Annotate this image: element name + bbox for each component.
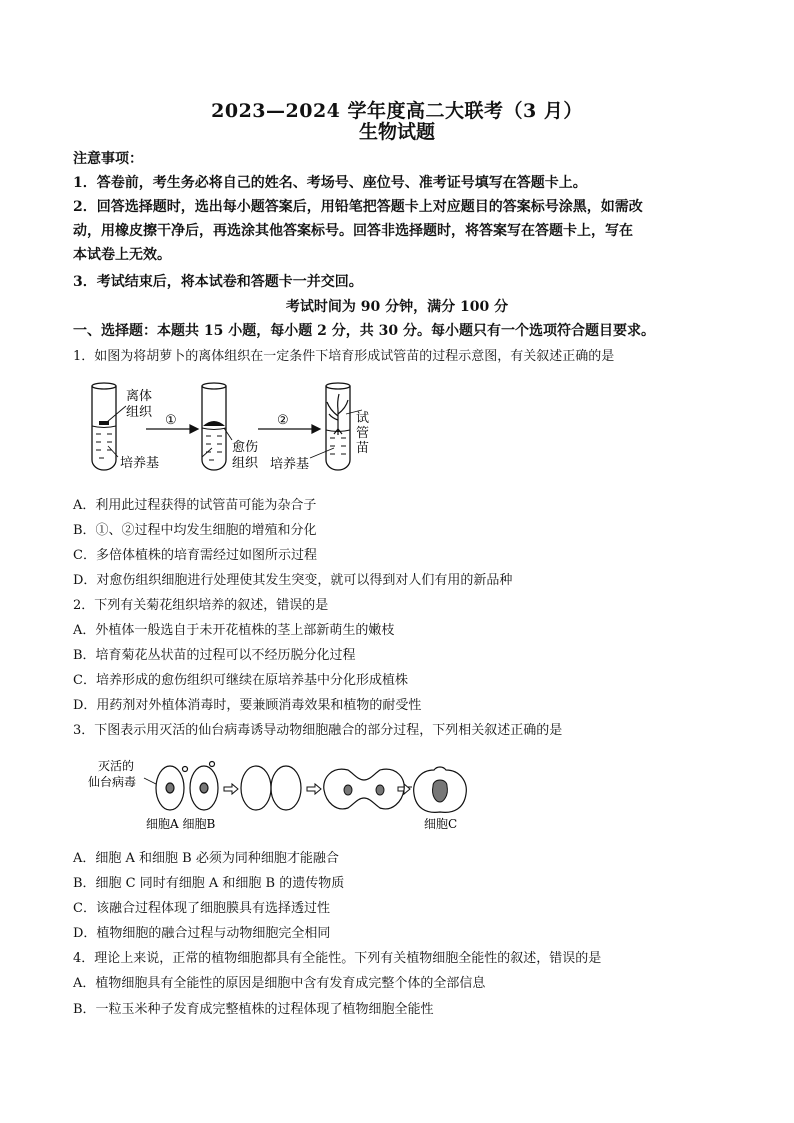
exam-info: 考试时间为 90 分钟，满分 100 分 [285, 299, 509, 315]
label-cells-a-b: 细胞A 细胞B [146, 817, 216, 831]
question-3-stem: 3．下图表示用灭活的仙台病毒诱导动物细胞融合的部分过程，下列相关叙述正确的是 [73, 723, 563, 738]
notice-item-3: 3．考试结束后，将本试卷和答题卡一并交回。 [73, 274, 363, 290]
label-step-2: ② [277, 413, 289, 428]
question-1-stem: 1．如图为将胡萝卜的离体组织在一定条件下培育形成试管苗的过程示意图，有关叙述正确的是 [73, 349, 615, 364]
label-step-1: ① [165, 413, 177, 428]
label-explant-line-1: 离体 [126, 389, 153, 404]
label-plantlet-2: 管 [356, 426, 370, 441]
notice-item-2-line-3: 本试卷上无效。 [73, 247, 171, 263]
notice-item-1: 1．答卷前，考生务必将自己的姓名、考场号、座位号、准考证号填写在答题卡上。 [73, 175, 587, 191]
q4-option-a: A．植物细胞具有全能性的原因是细胞中含有发育成完整个体的全部信息 [73, 976, 486, 991]
subject-title: 生物试题 [358, 121, 435, 143]
q3-option-b: B．细胞 C 同时有细胞 A 和细胞 B 的遗传物质 [73, 876, 345, 891]
q1-option-c: C．多倍体植株的培育需经过如图所示过程 [73, 548, 317, 563]
section-1-heading: 一、选择题：本题共 15 小题，每小题 2 分，共 30 分。每小题只有一个选项符合题目要求。 [73, 323, 655, 339]
question-2-stem: 2．下列有关菊花组织培养的叙述，错误的是 [73, 598, 329, 613]
notice-heading: 注意事项： [73, 151, 143, 167]
label-cell-c: 细胞C [424, 817, 458, 831]
notice-item-2-line-1: 2．回答选择题时，选出每小题答案后，用铅笔把答题卡上对应题目的答案标号涂黑，如需改 [73, 199, 643, 215]
question-4-stem: 4．理论上来说，正常的植物细胞都具有全能性。下列有关植物细胞全能性的叙述，错误的是 [73, 951, 602, 966]
label-medium-1: 培养基 [120, 456, 160, 471]
q4-option-b: B．一粒玉米种子发育成完整植株的过程体现了植物细胞全能性 [73, 1002, 434, 1017]
q2-option-c: C．培养形成的愈伤组织可继续在原培养基中分化形成植株 [73, 673, 408, 688]
label-medium-2: 培养基 [270, 457, 310, 472]
label-explant-line-2: 组织 [126, 405, 153, 420]
notice-item-2-line-2: 动，用橡皮擦干净后，再选涂其他答案标号。回答非选择题时，将答案写在答题卡上，写在 [73, 223, 633, 239]
q3-option-c: C．该融合过程体现了细胞膜具有选择透过性 [73, 901, 330, 916]
label-plantlet-1: 试 [356, 411, 370, 426]
label-callus-line-1: 愈伤 [232, 440, 259, 455]
q1-option-a: A．利用此过程获得的试管苗可能为杂合子 [73, 498, 317, 513]
q3-cell-fusion-figure [86, 756, 476, 836]
q1-tissue-culture-figure [80, 380, 370, 475]
exam-title: 2023—2024 学年度高二大联考（3 月） [211, 100, 583, 122]
label-callus-line-2: 组织 [232, 456, 259, 471]
label-virus-line-1: 灭活的 [98, 759, 135, 773]
q1-option-b: B．①、②过程中均发生细胞的增殖和分化 [73, 523, 317, 538]
q2-option-a: A．外植体一般选自于未开花植株的茎上部新萌生的嫩枝 [73, 623, 395, 638]
q2-option-d: D．用药剂对外植体消毒时，要兼顾消毒效果和植物的耐受性 [73, 698, 422, 713]
label-virus-line-2: 仙台病毒 [88, 775, 137, 789]
q2-option-b: B．培育菊花丛状苗的过程可以不经历脱分化过程 [73, 648, 356, 663]
label-plantlet-3: 苗 [356, 441, 370, 456]
q3-option-a: A．细胞 A 和细胞 B 必须为同种细胞才能融合 [73, 851, 339, 866]
q1-option-d: D．对愈伤组织细胞进行处理使其发生突变，就可以得到对人们有用的新品种 [73, 573, 513, 588]
q3-option-d: D．植物细胞的融合过程与动物细胞完全相同 [73, 926, 331, 941]
